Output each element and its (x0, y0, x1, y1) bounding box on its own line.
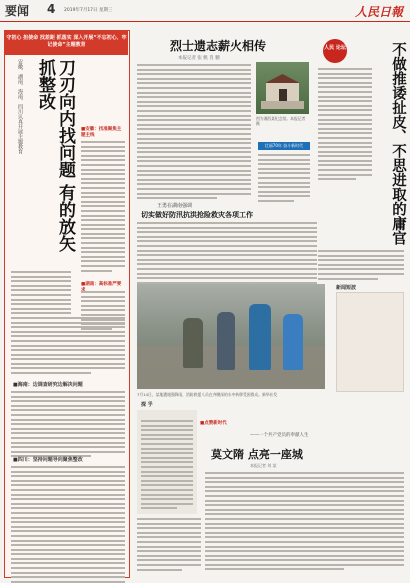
left-feature-body-text-a (81, 141, 125, 274)
center-mid-kicker: 王勇在湖南强调 (157, 203, 193, 209)
memorial-hall-photo (256, 62, 309, 114)
news-brief-title: 新闻短波 (336, 285, 357, 291)
center-right-body-text (258, 154, 310, 205)
column-headline: 不做推诿扯皮、不思进取的庸官 (390, 42, 407, 245)
center-top-body-text (137, 64, 251, 202)
flood-rescue-photo-caption: 7月14日，某地遭遇强降雨，消防救援人员在齐腰深的水中转移受困群众。新华社发 (137, 392, 278, 397)
masthead (0, 0, 410, 22)
commentary-label: 探 乎 (141, 402, 153, 408)
center-mid-headline: 切实做好防汛抗洪抢险救灾各项工作 (141, 211, 253, 219)
commentary-lower-text (137, 518, 201, 573)
bottom-headline: 莫文隋 点亮一座城 (211, 448, 303, 461)
left-feature-banner: 守初心 担使命 找差距 抓落实 深入开展“不忘初心、牢记使命”主题教育 (5, 31, 128, 55)
center-top-headline: 烈士遗志薪火相传 (170, 39, 267, 53)
series-tag: 壮丽70年 奋斗新时代 (258, 142, 310, 150)
column-body-text (318, 68, 372, 183)
column-body-text-lower (318, 250, 404, 282)
left-feature-body-text-d (11, 391, 125, 460)
left-feature-article (4, 30, 130, 578)
left-feature-kicker: 安徽、湖南、海南、四川认真开展主题教育 (17, 59, 23, 154)
bottom-byline: 本报记者 刘 某 (250, 463, 277, 468)
left-feature-body-text-c (11, 271, 125, 377)
commentary-body-text (141, 420, 193, 512)
left-feature-headline: 刀刃向内找问题 有的放矢抓整改 (35, 59, 75, 252)
memorial-hall-photo-caption: 图为湘西某纪念馆。本报记者 摄 (256, 116, 306, 126)
bottom-kicker: ——一个共产党员的奉献人生 (250, 433, 309, 438)
column-seal-icon: 人民 论坛 (323, 39, 347, 63)
newspaper-logo: 人民日報 (355, 5, 404, 19)
flood-rescue-photo (137, 284, 325, 389)
bottom-body-text (205, 472, 404, 573)
left-feature-subhead-2: ■海南：边调查研究边解决问题 (13, 382, 83, 388)
bottom-kicker-badge: ■点赞新时代 (200, 421, 227, 426)
page-number: 4 (47, 2, 56, 16)
center-top-byline: 本报记者 张 帆 肖 鹏 (178, 56, 220, 61)
center-mid-body-text (137, 222, 317, 291)
publication-date: 2019年7月17日 星期三 (64, 8, 113, 13)
left-feature-body-text-e (11, 466, 125, 583)
left-feature-subhead-4: ■湖南：高标准严要 (81, 282, 122, 287)
news-brief-box (336, 292, 404, 392)
section-title: 要闻 (5, 4, 30, 18)
left-feature-subhead-3: ■四川：坚持问题导向聚焦整改 (13, 457, 83, 463)
left-feature-subhead-1: ■安徽：找准聚焦主题主线 (81, 127, 122, 138)
